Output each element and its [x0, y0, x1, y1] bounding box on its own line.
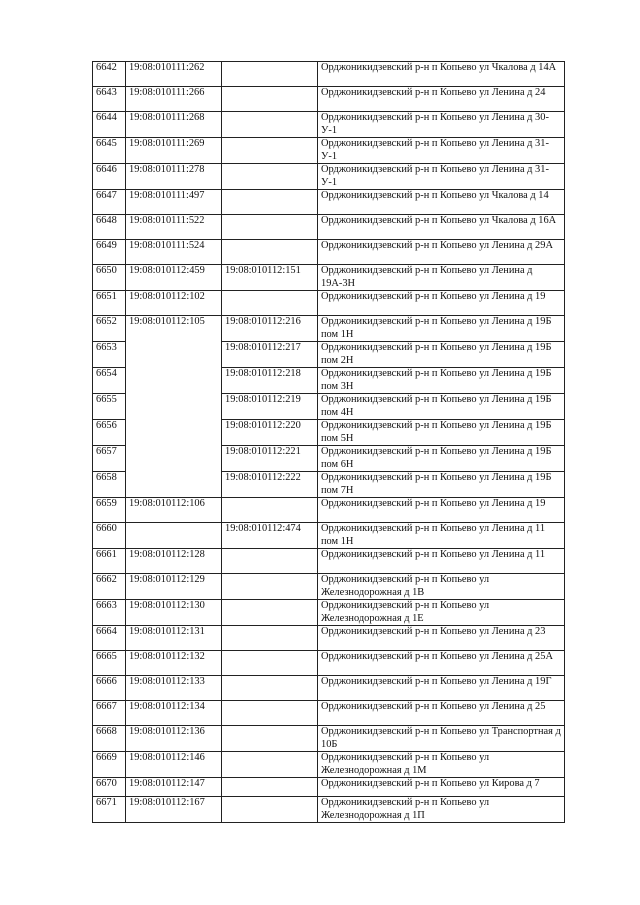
- row-number: 6649: [93, 240, 126, 265]
- address: Орджоникидзевский р-н п Копьево ул Ленина д 30-У-1: [318, 112, 565, 138]
- address: Орджоникидзевский р-н п Копьево ул Ленина д 19Б пом 1Н: [318, 316, 565, 342]
- address: Орджоникидзевский р-н п Копьево ул Ленина д 24: [318, 87, 565, 112]
- premise-cadastral-number: 19:08:010112:221: [222, 446, 318, 472]
- table-row: [93, 549, 565, 574]
- table-row: [93, 523, 565, 549]
- address: Орджоникидзевский р-н п Копьево ул Ленина д 19Б пом 2Н: [318, 342, 565, 368]
- premise-cadastral-number: [222, 701, 318, 726]
- premise-cadastral-number: [222, 549, 318, 574]
- table-row: [93, 190, 565, 215]
- table-row: [93, 215, 565, 240]
- row-number: 6647: [93, 190, 126, 215]
- address: Орджоникидзевский р-н п Копьево ул Чкалова д 14: [318, 190, 565, 215]
- cadastral-number: 19:08:010112:129: [126, 574, 222, 600]
- row-number: 6663: [93, 600, 126, 626]
- row-number: 6648: [93, 215, 126, 240]
- premise-cadastral-number: [222, 87, 318, 112]
- cadastral-number: 19:08:010112:106: [126, 498, 222, 523]
- address: Орджоникидзевский р-н п Копьево ул Ленина д 25: [318, 701, 565, 726]
- premise-cadastral-number: 19:08:010112:220: [222, 420, 318, 446]
- cadastral-number: 19:08:010112:133: [126, 676, 222, 701]
- table-row: [93, 726, 565, 752]
- premise-cadastral-number: 19:08:010112:218: [222, 368, 318, 394]
- row-number: 6671: [93, 797, 126, 823]
- cadastral-number: 19:08:010112:131: [126, 626, 222, 651]
- premise-cadastral-number: [222, 164, 318, 190]
- cadastral-number: 19:08:010112:132: [126, 651, 222, 676]
- table-row: [93, 240, 565, 265]
- address: Орджоникидзевский р-н п Копьево ул Железнодорожная д 1В: [318, 574, 565, 600]
- cadastral-number: 19:08:010111:269: [126, 138, 222, 164]
- cadastral-number: 19:08:010112:102: [126, 291, 222, 316]
- row-number: 6652: [93, 316, 126, 342]
- premise-cadastral-number: [222, 190, 318, 215]
- premise-cadastral-number: [222, 215, 318, 240]
- premise-cadastral-number: 19:08:010112:219: [222, 394, 318, 420]
- address: Орджоникидзевский р-н п Копьево ул Ленина д 19Б пом 7Н: [318, 472, 565, 498]
- address: Орджоникидзевский р-н п Копьево ул Ленина д 25А: [318, 651, 565, 676]
- address: Орджоникидзевский р-н п Копьево ул Ленина д 19Б пом 4Н: [318, 394, 565, 420]
- row-number: 6645: [93, 138, 126, 164]
- document-page: [92, 61, 564, 823]
- cadastral-number: 19:08:010111:268: [126, 112, 222, 138]
- table-row: [93, 701, 565, 726]
- row-number: 6659: [93, 498, 126, 523]
- address: Орджоникидзевский р-н п Копьево ул Ленина д 19Б пом 5Н: [318, 420, 565, 446]
- premise-cadastral-number: [222, 498, 318, 523]
- table-row: [93, 752, 565, 778]
- address: Орджоникидзевский р-н п Копьево ул Ленина д 19Г: [318, 676, 565, 701]
- cadastral-number: 19:08:010111:262: [126, 62, 222, 87]
- premise-cadastral-number: [222, 651, 318, 676]
- row-number: 6661: [93, 549, 126, 574]
- row-number: 6670: [93, 778, 126, 797]
- table-row: [93, 87, 565, 112]
- cadastral-number: 19:08:010112:128: [126, 549, 222, 574]
- address: Орджоникидзевский р-н п Копьево ул Кирова д 7: [318, 778, 565, 797]
- cadastral-number: 19:08:010112:134: [126, 701, 222, 726]
- table-row: [93, 164, 565, 190]
- row-number: 6651: [93, 291, 126, 316]
- address: Орджоникидзевский р-н п Копьево ул Ленина д 19: [318, 498, 565, 523]
- premise-cadastral-number: [222, 291, 318, 316]
- premise-cadastral-number: [222, 62, 318, 87]
- table-row: [93, 62, 565, 87]
- row-number: 6660: [93, 523, 126, 549]
- premise-cadastral-number: [222, 574, 318, 600]
- premise-cadastral-number: [222, 112, 318, 138]
- row-number: 6665: [93, 651, 126, 676]
- premise-cadastral-number: [222, 240, 318, 265]
- cadastral-number: 19:08:010111:524: [126, 240, 222, 265]
- cadastral-number: 19:08:010112:167: [126, 797, 222, 823]
- cadastral-number: 19:08:010112:105: [126, 316, 222, 498]
- row-number: 6642: [93, 62, 126, 87]
- premise-cadastral-number: [222, 676, 318, 701]
- row-number: 6654: [93, 368, 126, 394]
- address: Орджоникидзевский р-н п Копьево ул Железнодорожная д 1П: [318, 797, 565, 823]
- address: Орджоникидзевский р-н п Копьево ул Железнодорожная д 1Е: [318, 600, 565, 626]
- row-number: 6657: [93, 446, 126, 472]
- table-row: [93, 112, 565, 138]
- row-number: 6644: [93, 112, 126, 138]
- cadastral-number: 19:08:010111:278: [126, 164, 222, 190]
- cadastral-number: 19:08:010112:130: [126, 600, 222, 626]
- premise-cadastral-number: [222, 797, 318, 823]
- table-row: [93, 651, 565, 676]
- address: Орджоникидзевский р-н п Копьево ул Ленина д 31-У-1: [318, 164, 565, 190]
- address: Орджоникидзевский р-н п Копьево ул Железнодорожная д 1М: [318, 752, 565, 778]
- cadastral-number: 19:08:010112:136: [126, 726, 222, 752]
- table-row: [93, 778, 565, 797]
- cadastral-number: 19:08:010112:459: [126, 265, 222, 291]
- address: Орджоникидзевский р-н п Копьево ул Ленина д 29А: [318, 240, 565, 265]
- premise-cadastral-number: [222, 726, 318, 752]
- premise-cadastral-number: 19:08:010112:222: [222, 472, 318, 498]
- address: Орджоникидзевский р-н п Копьево ул Ленина д 19: [318, 291, 565, 316]
- address: Орджоникидзевский р-н п Копьево ул Ленина д 11 пом 1Н: [318, 523, 565, 549]
- row-number: 6667: [93, 701, 126, 726]
- row-number: 6669: [93, 752, 126, 778]
- premise-cadastral-number: [222, 778, 318, 797]
- table-row: [93, 626, 565, 651]
- table-row: [93, 291, 565, 316]
- address: Орджоникидзевский р-н п Копьево ул Ленина д 19Б пом 3Н: [318, 368, 565, 394]
- premise-cadastral-number: 19:08:010112:474: [222, 523, 318, 549]
- cadastral-number: 19:08:010112:146: [126, 752, 222, 778]
- row-number: 6664: [93, 626, 126, 651]
- premise-cadastral-number: [222, 626, 318, 651]
- row-number: 6666: [93, 676, 126, 701]
- address: Орджоникидзевский р-н п Копьево ул Чкалова д 16А: [318, 215, 565, 240]
- address: Орджоникидзевский р-н п Копьево ул Чкалова д 14А: [318, 62, 565, 87]
- cadastral-register-table: [92, 61, 565, 823]
- cadastral-number: 19:08:010111:266: [126, 87, 222, 112]
- cadastral-number: 19:08:010111:497: [126, 190, 222, 215]
- table-row: [93, 316, 565, 342]
- table-row: [93, 265, 565, 291]
- premise-cadastral-number: [222, 752, 318, 778]
- address: Орджоникидзевский р-н п Копьево ул Ленина д 31-У-1: [318, 138, 565, 164]
- premise-cadastral-number: [222, 600, 318, 626]
- row-number: 6653: [93, 342, 126, 368]
- row-number: 6656: [93, 420, 126, 446]
- row-number: 6668: [93, 726, 126, 752]
- cadastral-number: 19:08:010112:147: [126, 778, 222, 797]
- table-row: [93, 138, 565, 164]
- address: Орджоникидзевский р-н п Копьево ул Транспортная д 10Б: [318, 726, 565, 752]
- table-row: [93, 676, 565, 701]
- row-number: 6650: [93, 265, 126, 291]
- row-number: 6658: [93, 472, 126, 498]
- cadastral-number: 19:08:010111:522: [126, 215, 222, 240]
- row-number: 6655: [93, 394, 126, 420]
- premise-cadastral-number: 19:08:010112:217: [222, 342, 318, 368]
- premise-cadastral-number: 19:08:010112:151: [222, 265, 318, 291]
- address: Орджоникидзевский р-н п Копьево ул Ленина д 11: [318, 549, 565, 574]
- table-row: [93, 574, 565, 600]
- cadastral-number: [126, 523, 222, 549]
- address: Орджоникидзевский р-н п Копьево ул Ленина д 19Б пом 6Н: [318, 446, 565, 472]
- premise-cadastral-number: 19:08:010112:216: [222, 316, 318, 342]
- address: Орджоникидзевский р-н п Копьево ул Ленина д 19А-3Н: [318, 265, 565, 291]
- premise-cadastral-number: [222, 138, 318, 164]
- table-row: [93, 600, 565, 626]
- row-number: 6643: [93, 87, 126, 112]
- row-number: 6646: [93, 164, 126, 190]
- table-row: [93, 498, 565, 523]
- table-row: [93, 797, 565, 823]
- row-number: 6662: [93, 574, 126, 600]
- address: Орджоникидзевский р-н п Копьево ул Ленина д 23: [318, 626, 565, 651]
